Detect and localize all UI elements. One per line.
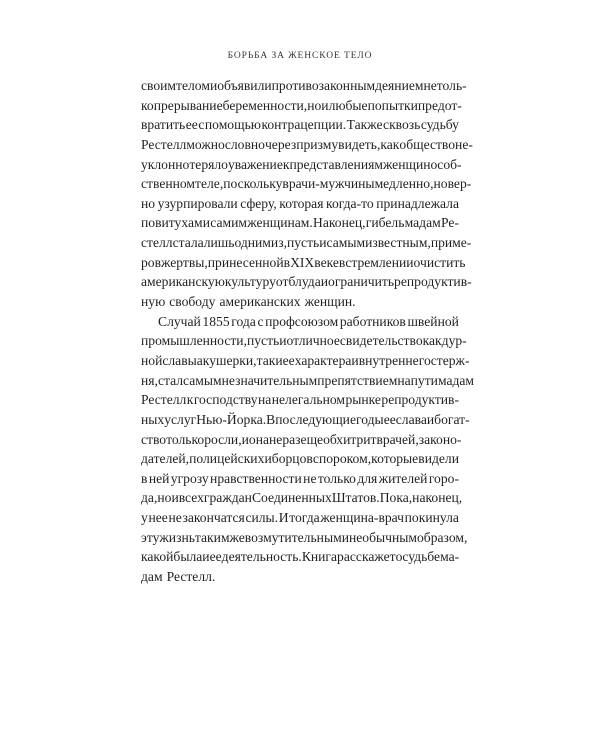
text-line: уклонно теряло уважение к представлениям женщин о соб- [141, 156, 462, 172]
text-line: эту жизнь таким же возмутительным и необычным образом, [141, 529, 468, 545]
text-line: ную свободу американских женщин. [141, 294, 356, 310]
text-line: ной славы акушерки, так и ее характера и внутреннего стерж- [141, 352, 470, 368]
text-line: какой была и ее деятельность. Книга расскажет о судьбе ма- [141, 549, 460, 565]
text-line: но узурпировали сферу, которая когда-то принадлежала [141, 195, 459, 211]
text-line: Случай 1855 года с профсоюзом работников швейной [158, 313, 459, 329]
text-line: вратить ее с помощью контрацепции. Также сквозь судьбу [141, 117, 459, 133]
body-text [141, 76, 475, 587]
text-line: у нее не закончатся силы. И тогда женщина-врач покинула [141, 510, 459, 526]
text-line: стелл стала лишь одним из, пусть и самым известным, приме- [141, 235, 472, 251]
text-line: ров жертвы, принесенной в XIX веке в стремлении очистить [141, 254, 466, 270]
text-line: ственном теле, поскольку врачи-мужчины медленно, но вер- [141, 176, 472, 192]
text-line: повитухам и самим женщинам. Наконец, гибель мадам Ре- [141, 215, 459, 231]
text-line: Рестелл можно словно через призму видеть, как общество не- [141, 136, 473, 152]
text-line: Рестелл к господству на нелегальном рынке репродуктив- [141, 392, 459, 408]
running-head: БОРЬБА ЗА ЖЕНСКОЕ ТЕЛО [227, 51, 373, 61]
paragraph [141, 76, 473, 312]
text-line: промышленности, пусть и отличное свидетельство как дур- [141, 333, 467, 349]
text-line: своим телом и объявили противозаконным деянием не толь- [141, 78, 467, 93]
text-line: американскую культуру от блуда и ограничить репродуктив- [141, 274, 472, 290]
text-line: ных услуг Нью-Йорка. В последующие годы ее слава и богат- [141, 411, 470, 427]
text-line: ня, стал самым незначительным препятствием на пути мадам [141, 372, 475, 388]
text-line: ство только росли, и она не раз еще обхитрит врачей, законо- [141, 431, 462, 447]
text-line: ко прерывание беременности, но и любые попытки предот- [141, 97, 462, 113]
text-line: дателей, полицейских и борцов с пороком, которые видели [141, 451, 459, 467]
text-line: дам Рестелл. [141, 569, 216, 585]
text-line: да, но и всех граждан Соединенных Штатов. Пока, наконец, [141, 490, 463, 506]
text-line: в ней угрозу нравственности не только для жителей горо- [141, 470, 459, 486]
paragraph [141, 312, 475, 587]
